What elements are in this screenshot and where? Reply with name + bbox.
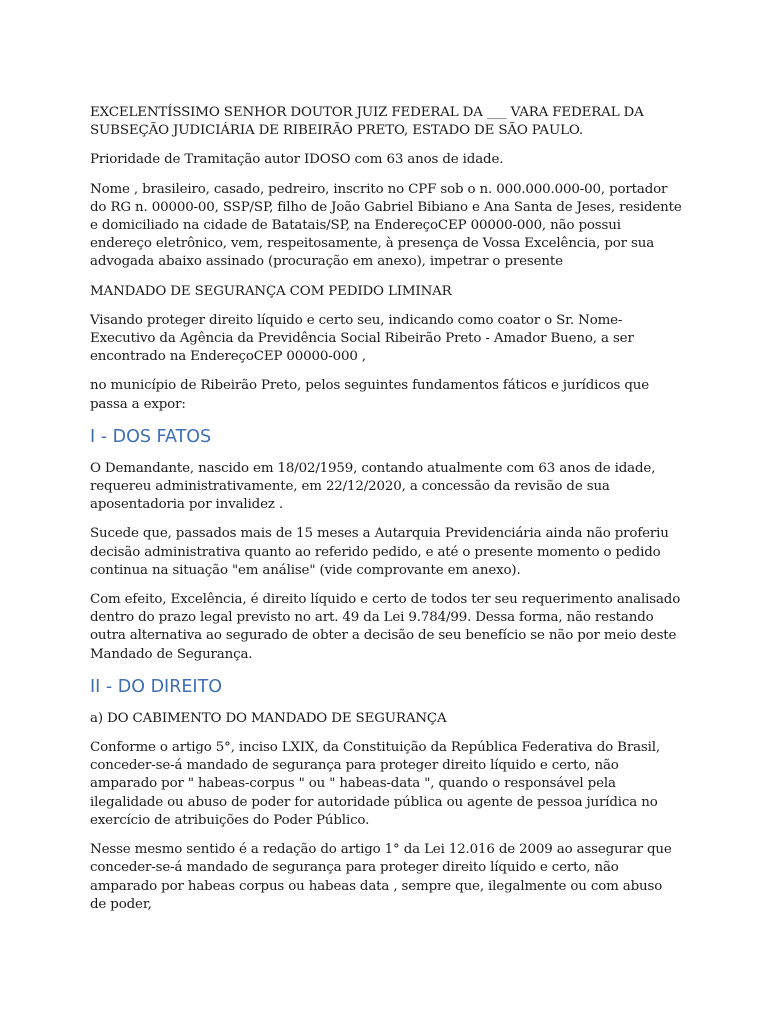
coator-paragraph: Visando proteger direito líquido e certo seu, indicando como coator o Sr. Nome-Executivo da Agência da Previdência Social Ribeirão Preto - Amador Bueno, a ser encontrado na EndereçoCEP 00000-000 , <box>90 312 634 365</box>
municipio-paragraph: no município de Ribeirão Preto, pelos seguintes fundamentos fáticos e jurídicos que passa a expor: <box>90 378 650 412</box>
section-heading-direito: II - DO DIREITO <box>90 676 223 697</box>
court-address-header: EXCELENTÍSSIMO SENHOR DOUTOR JUIZ FEDERAL DA ___ VARA FEDERAL DA SUBSEÇÃO JUDICIÁRIA DE RIBEIRÃO PRETO, ESTADO DE SÃO PAULO. <box>90 105 644 139</box>
section-heading-fatos: I - DOS FATOS <box>90 426 212 447</box>
direito-paragraph-1: Conforme o artigo 5°, inciso LXIX, da Constituição da República Federativa do Brasil, conceder-se-á mandado de segurança para proteger direito líquido e certo, não amparado por " habeas-corpus " ou " habeas-data ", quando o responsável pela ilegalidade ou abuso de poder for autoridade pública ou agente de pessoa jurídica no exercício de atribuições do Poder Público. <box>90 740 661 828</box>
action-title: MANDADO DE SEGURANÇA COM PEDIDO LIMINAR <box>90 283 452 299</box>
plaintiff-qualification: Nome , brasileiro, casado, pedreiro, inscrito no CPF sob o n. 000.000.000-00, portador do RG n. 00000-00, SSP/SP, filho de João Gabriel Bibiano e Ana Santa de Jeses, residente e domiciliado na cidade de Batatais/SP, na EndereçoCEP 00000-000, não possui endereço eletrônico, vem, respeitosamente, à presença de Vossa Excelência, por sua advogada abaixo assinado (procuração em anexo), impetrar o presente <box>90 181 682 270</box>
subsection-cabimento: a) DO CABIMENTO DO MANDADO DE SEGURANÇA <box>90 710 447 726</box>
fatos-paragraph-3: Com efeito, Excelência, é direito líquido e certo de todos ter seu requerimento analisado dentro do prazo legal previsto no art. 49 da Lei 9.784/99. Dessa forma, não restando outra alternativa ao segurado de obter a decisão de seu benefício se não por meio deste Mandado de Segurança. <box>90 592 681 662</box>
fatos-paragraph-2: Sucede que, passados mais de 15 meses a Autarquia Previdenciária ainda não proferiu decisão administrativa quanto ao referido pedido, e até o presente momento o pedido continua na situação "em análise" (vide comprovante em anexo). <box>90 526 669 578</box>
fatos-paragraph-1: O Demandante, nascido em 18/02/1959, contando atualmente com 63 anos de idade, requereu administrativamente, em 22/12/2020, a concessão da revisão de sua aposentadoria por invalidez . <box>90 460 656 513</box>
direito-paragraph-2: Nesse mesmo sentido é a redação do artigo 1° da Lei 12.016 de 2009 ao assegurar que conceder-se-á mandado de segurança para proteger direito líquido e certo, não amparado por habeas corpus ou habeas data , sempre que, ilegalmente ou com abuso de poder, <box>90 842 672 912</box>
priority-notice: Prioridade de Tramitação autor IDOSO com 63 anos de idade. <box>90 152 504 168</box>
document-page <box>90 104 682 925</box>
